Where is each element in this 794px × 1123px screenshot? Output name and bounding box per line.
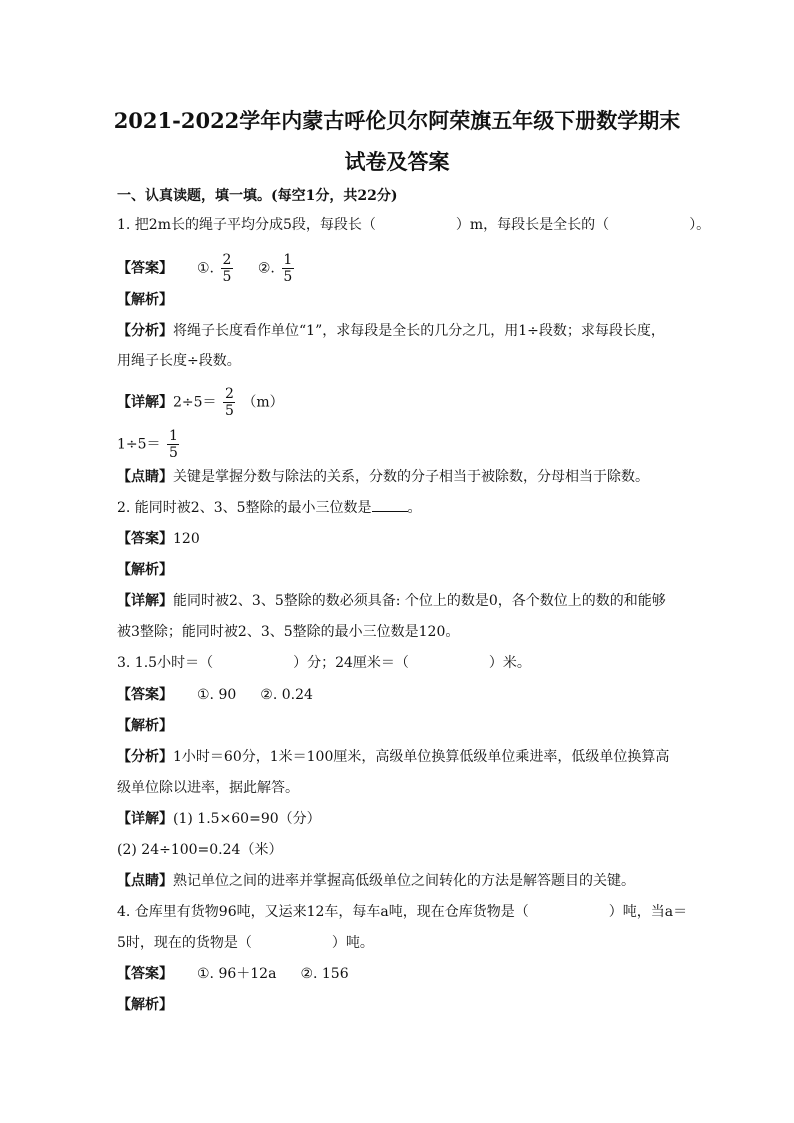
fraction-two-fifths: $\frac{2}{5}$ — [225, 386, 234, 419]
q1-point: 【点睛】关键是掌握分数与除法的关系，分数的分子相当于被除数，分母相当于除数。 — [117, 469, 649, 485]
q4-answer: 【答案】 ①. 96＋12a ②. 156 — [117, 966, 349, 982]
q3-analysis-tag: 【解析】 — [117, 718, 173, 734]
q1-detail-2: 1÷5＝ $\frac{1}{5}$ — [117, 428, 178, 461]
q3-answer: 【答案】 ①. 90 ②. 0.24 — [117, 687, 313, 703]
title-line-2: 试卷及答案 — [344, 149, 450, 174]
fraction-one-fifth: $\frac{1}{5}$ — [169, 428, 178, 461]
q3-stem: 3. 1.5小时＝（ ）分；24厘米＝（ ）米。 — [117, 655, 531, 671]
q2-answer: 【答案】120 — [117, 531, 200, 547]
title-line-1: 2021-2022学年内蒙古呼伦贝尔阿荣旗五年级下册数学期末 — [113, 108, 681, 133]
q2-detail-2: 被3整除；能同时被2、3、5整除的最小三位数是120。 — [117, 624, 460, 640]
fraction-one-fifth: $\frac{1}{5}$ — [283, 252, 293, 285]
q4-stem-2: 5时，现在的货物是（ ）吨。 — [117, 935, 374, 951]
q3-fenxi-1: 【分析】1小时＝60分，1米＝100厘米，高级单位换算低级单位乘进率，低级单位换算高 — [117, 749, 670, 765]
q1-detail-1: 【详解】2÷5＝ $\frac{2}{5}$ （m） — [117, 386, 284, 419]
q1-analysis-tag: 【解析】 — [117, 292, 173, 308]
q3-fenxi-2: 级单位除以进率，据此解答。 — [117, 780, 299, 796]
q2-detail-1: 【详解】能同时被2、3、5整除的数必须具备: 个位上的数是0，各个数位上的数的和能够 — [117, 593, 666, 609]
section-heading: 一、认真读题，填一填。(每空1分，共22分) — [117, 188, 398, 204]
q2-analysis-tag: 【解析】 — [117, 562, 173, 578]
q3-point: 【点睛】熟记单位之间的进率并掌握高低级单位之间转化的方法是解答题目的关键。 — [117, 873, 635, 889]
q4-analysis-tag: 【解析】 — [117, 997, 173, 1013]
q1-answer: 【答案】 ①. $\frac{2}{5}$ ②. $\frac{1}{5}$ — [117, 252, 293, 285]
q2-stem: 2. 能同时被2、3、5整除的最小三位数是 。 — [117, 500, 422, 516]
document-title — [100, 100, 694, 182]
q1-fenxi-2: 用绳子长度÷段数。 — [117, 353, 241, 369]
q4-stem-1: 4. 仓库里有货物96吨，又运来12车，每车a吨，现在仓库货物是（ ）吨，当a＝ — [117, 904, 688, 920]
q1-fenxi-1: 【分析】将绳子长度看作单位“1”，求每段是全长的几分之几，用1÷段数；求每段长度， — [117, 323, 665, 339]
q1-stem: 1. 把2m长的绳子平均分成5段，每段长（ ）m，每段长是全长的（ ）。 — [117, 217, 711, 233]
q3-detail-1: 【详解】(1) 1.5×60=90（分） — [117, 811, 321, 827]
answer-blank — [372, 499, 408, 512]
q3-detail-2: (2) 24÷100=0.24（米） — [117, 842, 283, 858]
fraction-two-fifths: $\frac{2}{5}$ — [222, 252, 232, 285]
